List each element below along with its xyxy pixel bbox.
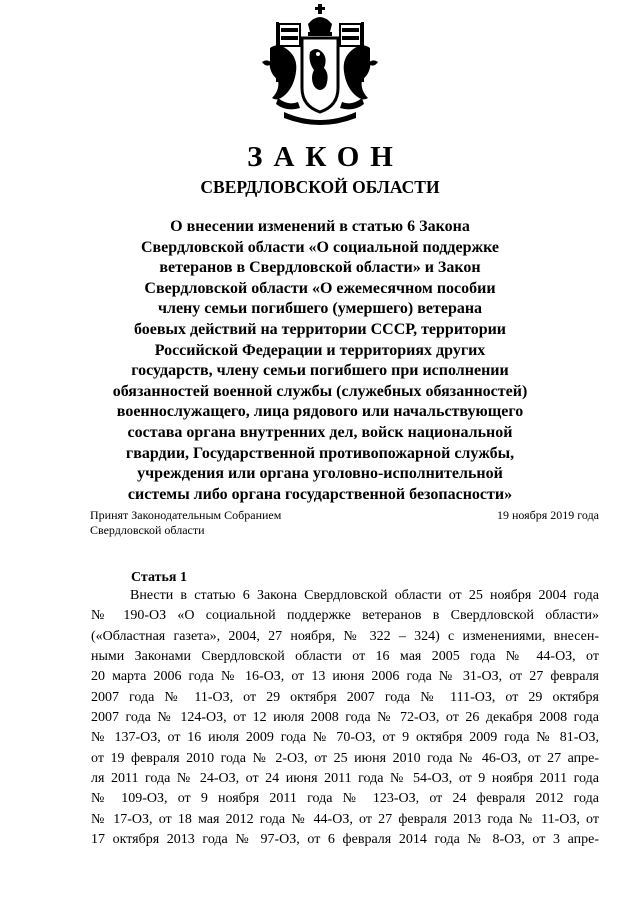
body-line: 20 марта 2006 года № 16-ОЗ, от 13 июня 2006 года № 31-ОЗ, от 27 февраля	[91, 669, 599, 685]
law-title-line: боевых действий на территории СССР, территории	[133, 320, 507, 338]
body-line: № 17-ОЗ, от 18 мая 2012 года № 44-ОЗ, от 27 февраля 2013 года № 11-ОЗ, от	[91, 811, 599, 827]
law-title-line: обязанностей военной службы (служебных обязанностей)	[112, 382, 528, 400]
body-line: № 109-ОЗ, от 9 ноября 2011 года № 123-ОЗ, от 24 февраля 2012 года	[91, 791, 599, 807]
adoption-line: Принят Законодательным Собранием	[90, 508, 282, 522]
sable-left-icon	[262, 45, 300, 109]
adoption-date: 19 ноября 2019 года	[496, 508, 599, 522]
body-line: № 137-ОЗ, от 16 июля 2009 года № 70-ОЗ, от 9 октября 2009 года № 81-ОЗ,	[91, 730, 599, 746]
body-line: Внести в статью 6 Закона Свердловской области от 25 ноября 2004 года	[130, 588, 599, 603]
law-title-line: состава органа внутренних дел, войск национальной	[127, 423, 513, 441]
body-line: от 19 февраля 2010 года № 2-ОЗ, от 25 июня 2010 года № 46-ОЗ, от 27 апре-	[91, 750, 599, 766]
body-line: 17 октября 2013 года № 97-ОЗ, от 6 февраля 2014 года № 8-ОЗ, от 3 апре-	[91, 832, 599, 848]
body-line: ными Законами Свердловской области от 16 мая 2005 года № 44-ОЗ, от	[91, 649, 599, 665]
law-title-line: Свердловской области «О социальной поддержке	[140, 238, 500, 256]
law-title-line: государств, члену семьи погибшего при исполнении	[131, 362, 509, 380]
body-line: № 190-ОЗ «О социальной поддержке ветеранов в Свердловской области»	[91, 608, 599, 624]
law-title-line: члену семьи погибшего (умершего) ветерана	[157, 300, 483, 318]
ribbon-icon	[284, 112, 356, 125]
document-title: ЗАКОН	[247, 141, 404, 173]
sable-right-icon	[340, 45, 378, 109]
article-heading: Статья 1	[131, 570, 187, 585]
crown-icon	[308, 4, 332, 36]
law-title-line: ветеранов в Свердловской области» и Закон	[159, 259, 481, 277]
adoption-body	[90, 508, 281, 538]
law-title-line: Свердловской области «О ежемесячном пособии	[144, 279, 496, 297]
body-line: 2007 года № 11-ОЗ, от 29 октября 2007 года № 111-ОЗ, от 29 октября	[91, 689, 599, 705]
law-title-line: системы либо органа государственной безопасности»	[127, 485, 513, 503]
law-title	[82, 217, 558, 505]
coat-of-arms-emblem	[258, 2, 382, 130]
body-line: ля 2011 года № 24-ОЗ, от 24 июня 2011 года № 54-ОЗ, от 9 ноября 2011 года	[91, 771, 599, 787]
article-body	[91, 586, 599, 850]
law-title-line: Российской Федерации и территориях других	[154, 341, 486, 359]
law-title-line: гвардии, Государственной противопожарной службы,	[125, 444, 515, 462]
law-title-line: учреждения или органа уголовно-исполнительной	[137, 465, 503, 483]
body-line: («Областная газета», 2004, 27 ноября, № 322 – 324) с изменениями, внесен-	[91, 628, 599, 644]
document-subtitle: СВЕРДЛОВСКОЙ ОБЛАСТИ	[200, 177, 440, 197]
adoption-line: Свердловской области	[90, 523, 205, 537]
body-line: 2007 года № 124-ОЗ, от 12 июля 2008 года № 72-ОЗ, от 26 декабря 2008 года	[91, 710, 599, 726]
shield-icon	[302, 38, 338, 112]
law-title-line: военнослужащего, лица рядового или начальствующего	[116, 403, 524, 421]
law-title-line: О внесении изменений в статью 6 Закона	[170, 218, 470, 235]
